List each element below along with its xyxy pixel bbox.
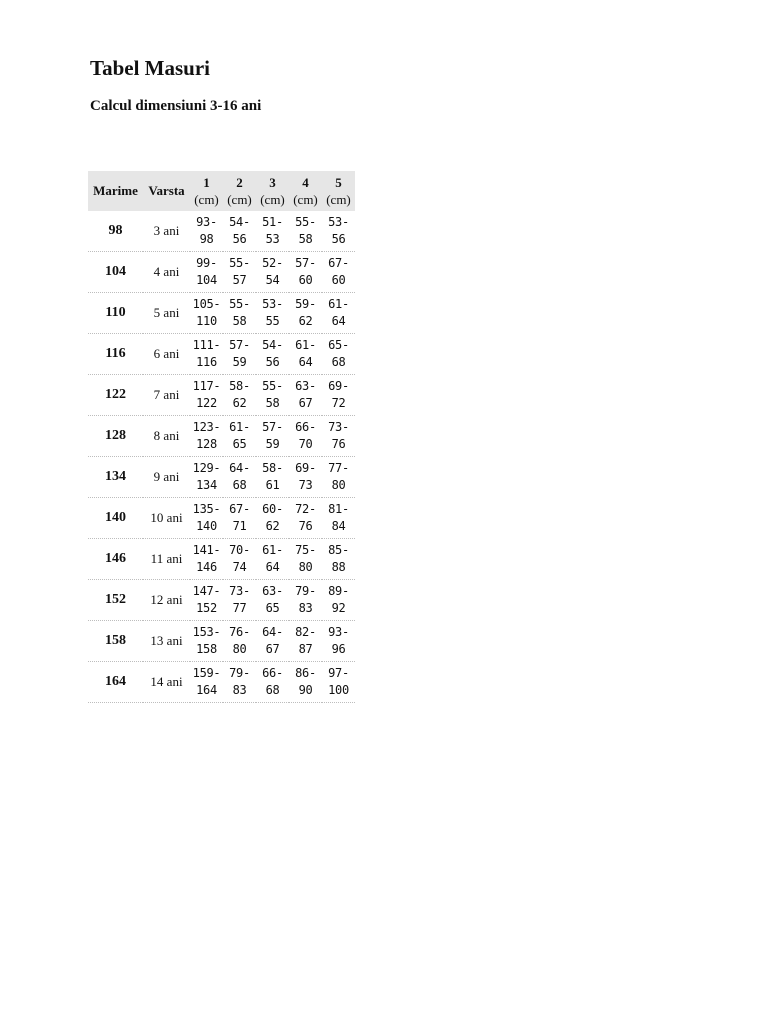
cell-measure-2	[223, 539, 256, 580]
cell-measure-5	[322, 334, 355, 375]
measure-max: 116	[196, 355, 217, 369]
measure-min: 58-	[262, 461, 283, 475]
cell-measure-2	[223, 416, 256, 457]
measure-min: 64-	[262, 625, 283, 639]
header-col-4-unit: (cm)	[293, 192, 318, 207]
cell-measure-3	[256, 621, 289, 662]
measure-max: 62	[232, 396, 247, 410]
measure-max: 58	[298, 232, 313, 246]
cell-varsta: 13 ani	[143, 621, 190, 662]
measure-max: 67	[265, 642, 280, 656]
cell-measure-1	[190, 252, 223, 293]
cell-marime: 152	[88, 580, 143, 621]
measure-min: 79-	[229, 666, 250, 680]
measure-max: 60	[298, 273, 313, 287]
cell-measure-4	[289, 539, 322, 580]
cell-measure-5	[322, 293, 355, 334]
cell-measure-1	[190, 416, 223, 457]
cell-measure-3	[256, 334, 289, 375]
header-col-1	[190, 171, 223, 211]
measure-max: 61	[265, 478, 280, 492]
cell-marime: 128	[88, 416, 143, 457]
table-row	[88, 621, 355, 662]
measure-max: 164	[196, 683, 217, 697]
header-col-4	[289, 171, 322, 211]
measure-max: 71	[232, 519, 247, 533]
cell-measure-5	[322, 662, 355, 703]
measure-max: 56	[331, 232, 346, 246]
measure-max: 122	[196, 396, 217, 410]
cell-marime: 140	[88, 498, 143, 539]
size-table-header	[88, 171, 355, 211]
measure-min: 61-	[262, 543, 283, 557]
measure-min: 64-	[229, 461, 250, 475]
measure-min: 75-	[295, 543, 316, 557]
measure-min: 54-	[262, 338, 283, 352]
measure-max: 140	[196, 519, 217, 533]
measure-max: 80	[298, 560, 313, 574]
measure-min: 73-	[328, 420, 349, 434]
cell-measure-4	[289, 334, 322, 375]
measure-max: 53	[265, 232, 280, 246]
cell-measure-4	[289, 498, 322, 539]
table-row	[88, 211, 355, 252]
measure-min: 65-	[328, 338, 349, 352]
cell-marime: 116	[88, 334, 143, 375]
cell-measure-2	[223, 498, 256, 539]
header-col-2	[223, 171, 256, 211]
table-row	[88, 375, 355, 416]
measure-max: 64	[265, 560, 280, 574]
cell-varsta: 3 ani	[143, 211, 190, 252]
cell-marime: 164	[88, 662, 143, 703]
cell-measure-5	[322, 252, 355, 293]
cell-measure-2	[223, 457, 256, 498]
measure-min: 66-	[262, 666, 283, 680]
cell-varsta: 12 ani	[143, 580, 190, 621]
measure-min: 55-	[262, 379, 283, 393]
cell-marime: 110	[88, 293, 143, 334]
measure-max: 92	[331, 601, 346, 615]
measure-min: 57-	[295, 256, 316, 270]
measure-min: 141-	[192, 543, 221, 557]
measure-min: 61-	[328, 297, 349, 311]
cell-varsta: 14 ani	[143, 662, 190, 703]
measure-max: 59	[232, 355, 247, 369]
table-row	[88, 662, 355, 703]
measure-max: 73	[298, 478, 313, 492]
cell-measure-3	[256, 416, 289, 457]
table-row	[88, 334, 355, 375]
measure-max: 67	[298, 396, 313, 410]
cell-measure-1	[190, 375, 223, 416]
cell-varsta: 9 ani	[143, 457, 190, 498]
measure-max: 90	[298, 683, 313, 697]
cell-measure-3	[256, 252, 289, 293]
measure-min: 129-	[192, 461, 221, 475]
measure-max: 83	[232, 683, 247, 697]
table-row	[88, 252, 355, 293]
header-row	[88, 171, 355, 211]
measure-min: 55-	[295, 215, 316, 229]
cell-measure-3	[256, 580, 289, 621]
measure-min: 59-	[295, 297, 316, 311]
measure-min: 69-	[295, 461, 316, 475]
measure-max: 55	[265, 314, 280, 328]
header-col-2-num: 2	[236, 175, 243, 190]
measure-max: 84	[331, 519, 346, 533]
cell-measure-3	[256, 498, 289, 539]
measure-max: 128	[196, 437, 217, 451]
cell-marime: 146	[88, 539, 143, 580]
measure-min: 147-	[192, 584, 221, 598]
measure-min: 82-	[295, 625, 316, 639]
cell-measure-1	[190, 580, 223, 621]
header-marime: Marime	[88, 171, 143, 211]
header-varsta: Varsta	[143, 171, 190, 211]
cell-measure-1	[190, 498, 223, 539]
measure-min: 61-	[295, 338, 316, 352]
header-col-3	[256, 171, 289, 211]
measure-max: 146	[196, 560, 217, 574]
measure-max: 158	[196, 642, 217, 656]
measure-min: 123-	[192, 420, 221, 434]
cell-measure-2	[223, 621, 256, 662]
cell-measure-4	[289, 662, 322, 703]
measure-max: 58	[265, 396, 280, 410]
measure-min: 63-	[295, 379, 316, 393]
measure-min: 70-	[229, 543, 250, 557]
measure-min: 53-	[328, 215, 349, 229]
measure-min: 93-	[196, 215, 217, 229]
measure-max: 54	[265, 273, 280, 287]
measure-max: 74	[232, 560, 247, 574]
size-table	[88, 171, 355, 703]
cell-marime: 134	[88, 457, 143, 498]
measure-max: 83	[298, 601, 313, 615]
measure-min: 61-	[229, 420, 250, 434]
header-col-4-num: 4	[302, 175, 309, 190]
cell-varsta: 10 ani	[143, 498, 190, 539]
table-row	[88, 539, 355, 580]
measure-min: 69-	[328, 379, 349, 393]
cell-measure-5	[322, 375, 355, 416]
measure-max: 152	[196, 601, 217, 615]
measure-min: 66-	[295, 420, 316, 434]
header-col-2-unit: (cm)	[227, 192, 252, 207]
measure-min: 111-	[192, 338, 221, 352]
cell-marime: 98	[88, 211, 143, 252]
measure-min: 153-	[192, 625, 221, 639]
header-col-5-num: 5	[335, 175, 342, 190]
cell-measure-5	[322, 457, 355, 498]
measure-max: 57	[232, 273, 247, 287]
cell-measure-3	[256, 457, 289, 498]
measure-min: 51-	[262, 215, 283, 229]
cell-marime: 104	[88, 252, 143, 293]
cell-varsta: 5 ani	[143, 293, 190, 334]
measure-max: 98	[199, 232, 214, 246]
cell-varsta: 11 ani	[143, 539, 190, 580]
size-table-body	[88, 211, 355, 703]
cell-measure-1	[190, 211, 223, 252]
measure-min: 117-	[192, 379, 221, 393]
cell-measure-5	[322, 416, 355, 457]
table-row	[88, 457, 355, 498]
cell-varsta: 4 ani	[143, 252, 190, 293]
measure-min: 89-	[328, 584, 349, 598]
cell-measure-2	[223, 662, 256, 703]
measure-max: 64	[298, 355, 313, 369]
measure-min: 58-	[229, 379, 250, 393]
measure-min: 55-	[229, 256, 250, 270]
table-row	[88, 293, 355, 334]
measure-max: 64	[331, 314, 346, 328]
cell-measure-3	[256, 539, 289, 580]
measure-max: 56	[265, 355, 280, 369]
measure-max: 134	[196, 478, 217, 492]
header-col-3-unit: (cm)	[260, 192, 285, 207]
cell-measure-2	[223, 375, 256, 416]
document-page	[90, 54, 690, 116]
measure-max: 65	[265, 601, 280, 615]
measure-min: 159-	[192, 666, 221, 680]
table-row	[88, 580, 355, 621]
cell-measure-5	[322, 621, 355, 662]
measure-max: 76	[331, 437, 346, 451]
measure-max: 100	[328, 683, 349, 697]
cell-measure-4	[289, 580, 322, 621]
measure-max: 72	[331, 396, 346, 410]
cell-varsta: 7 ani	[143, 375, 190, 416]
cell-marime: 158	[88, 621, 143, 662]
measure-min: 54-	[229, 215, 250, 229]
cell-measure-5	[322, 498, 355, 539]
cell-measure-2	[223, 252, 256, 293]
measure-max: 59	[265, 437, 280, 451]
table-row	[88, 416, 355, 457]
measure-min: 60-	[262, 502, 283, 516]
cell-measure-4	[289, 211, 322, 252]
cell-measure-1	[190, 457, 223, 498]
cell-measure-1	[190, 293, 223, 334]
cell-measure-5	[322, 539, 355, 580]
measure-min: 85-	[328, 543, 349, 557]
measure-max: 68	[232, 478, 247, 492]
header-col-5	[322, 171, 355, 211]
measure-max: 60	[331, 273, 346, 287]
measure-min: 72-	[295, 502, 316, 516]
measure-max: 56	[232, 232, 247, 246]
measure-min: 93-	[328, 625, 349, 639]
measure-min: 52-	[262, 256, 283, 270]
measure-max: 58	[232, 314, 247, 328]
measure-min: 77-	[328, 461, 349, 475]
measure-min: 97-	[328, 666, 349, 680]
cell-measure-3	[256, 211, 289, 252]
measure-max: 76	[298, 519, 313, 533]
measure-max: 77	[232, 601, 247, 615]
measure-max: 68	[265, 683, 280, 697]
cell-measure-3	[256, 662, 289, 703]
measure-min: 86-	[295, 666, 316, 680]
cell-measure-5	[322, 580, 355, 621]
cell-measure-1	[190, 662, 223, 703]
measure-min: 57-	[229, 338, 250, 352]
header-col-5-unit: (cm)	[326, 192, 351, 207]
cell-measure-3	[256, 375, 289, 416]
cell-measure-2	[223, 293, 256, 334]
cell-measure-4	[289, 293, 322, 334]
measure-max: 104	[196, 273, 217, 287]
measure-min: 55-	[229, 297, 250, 311]
header-col-1-num: 1	[203, 175, 210, 190]
measure-max: 70	[298, 437, 313, 451]
measure-max: 96	[331, 642, 346, 656]
measure-max: 62	[298, 314, 313, 328]
cell-varsta: 6 ani	[143, 334, 190, 375]
cell-measure-4	[289, 252, 322, 293]
cell-measure-4	[289, 457, 322, 498]
measure-min: 135-	[192, 502, 221, 516]
measure-max: 65	[232, 437, 247, 451]
header-col-1-unit: (cm)	[194, 192, 219, 207]
cell-varsta: 8 ani	[143, 416, 190, 457]
measure-min: 67-	[328, 256, 349, 270]
measure-min: 99-	[196, 256, 217, 270]
cell-measure-4	[289, 416, 322, 457]
measure-max: 87	[298, 642, 313, 656]
measure-max: 88	[331, 560, 346, 574]
measure-max: 68	[331, 355, 346, 369]
cell-measure-4	[289, 621, 322, 662]
cell-measure-1	[190, 334, 223, 375]
measure-max: 80	[232, 642, 247, 656]
cell-measure-1	[190, 539, 223, 580]
cell-measure-5	[322, 211, 355, 252]
measure-min: 76-	[229, 625, 250, 639]
table-row	[88, 498, 355, 539]
cell-measure-2	[223, 580, 256, 621]
page-title: Tabel Masuri	[90, 56, 210, 80]
measure-min: 63-	[262, 584, 283, 598]
cell-measure-1	[190, 621, 223, 662]
cell-marime: 122	[88, 375, 143, 416]
measure-max: 80	[331, 478, 346, 492]
measure-min: 53-	[262, 297, 283, 311]
measure-min: 57-	[262, 420, 283, 434]
cell-measure-2	[223, 211, 256, 252]
measure-min: 73-	[229, 584, 250, 598]
measure-min: 79-	[295, 584, 316, 598]
page-subtitle: Calcul dimensiuni 3-16 ani	[90, 98, 262, 114]
measure-min: 105-	[192, 297, 221, 311]
cell-measure-3	[256, 293, 289, 334]
cell-measure-2	[223, 334, 256, 375]
header-col-3-num: 3	[269, 175, 276, 190]
cell-measure-4	[289, 375, 322, 416]
measure-max: 110	[196, 314, 217, 328]
measure-min: 81-	[328, 502, 349, 516]
measure-max: 62	[265, 519, 280, 533]
measure-min: 67-	[229, 502, 250, 516]
